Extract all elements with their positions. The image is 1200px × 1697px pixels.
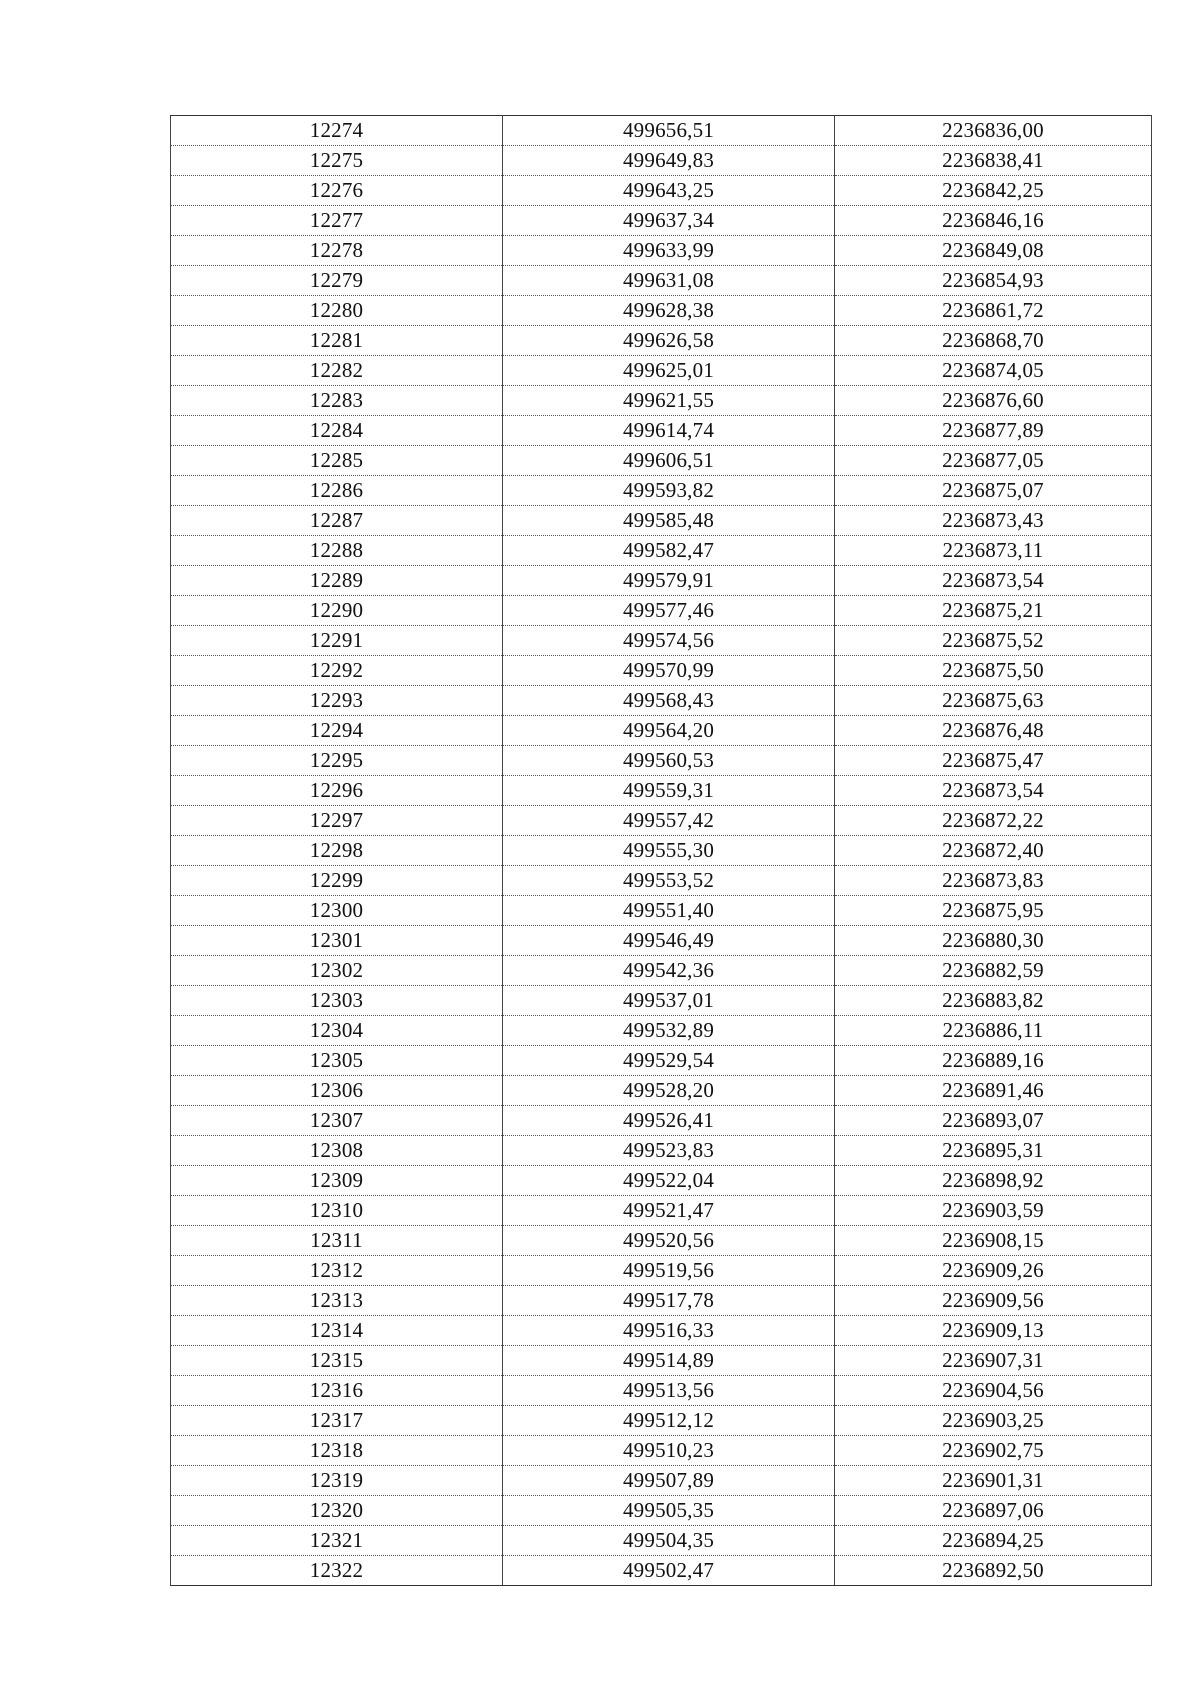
y-coordinate-cell: 2236854,93 — [835, 266, 1152, 296]
point-number-cell: 12304 — [171, 1016, 503, 1046]
table-row — [171, 1466, 1152, 1496]
x-coordinate-cell: 499631,08 — [503, 266, 835, 296]
y-coordinate-cell: 2236876,60 — [835, 386, 1152, 416]
point-number-cell: 12283 — [171, 386, 503, 416]
point-number-cell: 12302 — [171, 956, 503, 986]
point-number-cell: 12290 — [171, 596, 503, 626]
y-coordinate-cell: 2236883,82 — [835, 986, 1152, 1016]
point-number-cell: 12320 — [171, 1496, 503, 1526]
x-coordinate-cell: 499517,78 — [503, 1286, 835, 1316]
y-coordinate-cell: 2236873,83 — [835, 866, 1152, 896]
point-number-cell: 12279 — [171, 266, 503, 296]
table-row — [171, 1196, 1152, 1226]
y-coordinate-cell: 2236875,95 — [835, 896, 1152, 926]
table-row — [171, 1496, 1152, 1526]
x-coordinate-cell: 499522,04 — [503, 1166, 835, 1196]
y-coordinate-cell: 2236877,05 — [835, 446, 1152, 476]
table-row — [171, 1316, 1152, 1346]
y-coordinate-cell: 2236894,25 — [835, 1526, 1152, 1556]
x-coordinate-cell: 499582,47 — [503, 536, 835, 566]
table-row — [171, 1046, 1152, 1076]
y-coordinate-cell: 2236876,48 — [835, 716, 1152, 746]
table-row — [171, 146, 1152, 176]
y-coordinate-cell: 2236849,08 — [835, 236, 1152, 266]
y-coordinate-cell: 2236872,40 — [835, 836, 1152, 866]
x-coordinate-cell: 499514,89 — [503, 1346, 835, 1376]
table-row — [171, 986, 1152, 1016]
table-row — [171, 1076, 1152, 1106]
y-coordinate-cell: 2236873,54 — [835, 776, 1152, 806]
point-number-cell: 12298 — [171, 836, 503, 866]
x-coordinate-cell: 499546,49 — [503, 926, 835, 956]
table-row — [171, 356, 1152, 386]
y-coordinate-cell: 2236873,11 — [835, 536, 1152, 566]
x-coordinate-cell: 499626,58 — [503, 326, 835, 356]
x-coordinate-cell: 499553,52 — [503, 866, 835, 896]
x-coordinate-cell: 499564,20 — [503, 716, 835, 746]
table-row — [171, 806, 1152, 836]
x-coordinate-cell: 499585,48 — [503, 506, 835, 536]
table-row — [171, 236, 1152, 266]
point-number-cell: 12288 — [171, 536, 503, 566]
table-row — [171, 1016, 1152, 1046]
x-coordinate-cell: 499551,40 — [503, 896, 835, 926]
table-row — [171, 1256, 1152, 1286]
table-row — [171, 1376, 1152, 1406]
table-row — [171, 596, 1152, 626]
table-row — [171, 1346, 1152, 1376]
x-coordinate-cell: 499502,47 — [503, 1556, 835, 1586]
y-coordinate-cell: 2236907,31 — [835, 1346, 1152, 1376]
point-number-cell: 12286 — [171, 476, 503, 506]
y-coordinate-cell: 2236875,21 — [835, 596, 1152, 626]
table-row — [171, 1136, 1152, 1166]
point-number-cell: 12305 — [171, 1046, 503, 1076]
point-number-cell: 12281 — [171, 326, 503, 356]
y-coordinate-cell: 2236895,31 — [835, 1136, 1152, 1166]
point-number-cell: 12308 — [171, 1136, 503, 1166]
y-coordinate-cell: 2236875,50 — [835, 656, 1152, 686]
y-coordinate-cell: 2236875,52 — [835, 626, 1152, 656]
y-coordinate-cell: 2236880,30 — [835, 926, 1152, 956]
x-coordinate-cell: 499656,51 — [503, 116, 835, 146]
table-row — [171, 1526, 1152, 1556]
x-coordinate-cell: 499526,41 — [503, 1106, 835, 1136]
x-coordinate-cell: 499504,35 — [503, 1526, 835, 1556]
y-coordinate-cell: 2236886,11 — [835, 1016, 1152, 1046]
y-coordinate-cell: 2236891,46 — [835, 1076, 1152, 1106]
x-coordinate-cell: 499529,54 — [503, 1046, 835, 1076]
x-coordinate-cell: 499510,23 — [503, 1436, 835, 1466]
x-coordinate-cell: 499606,51 — [503, 446, 835, 476]
x-coordinate-cell: 499614,74 — [503, 416, 835, 446]
point-number-cell: 12293 — [171, 686, 503, 716]
point-number-cell: 12276 — [171, 176, 503, 206]
y-coordinate-cell: 2236893,07 — [835, 1106, 1152, 1136]
table-row — [171, 296, 1152, 326]
point-number-cell: 12294 — [171, 716, 503, 746]
point-number-cell: 12295 — [171, 746, 503, 776]
table-row — [171, 1556, 1152, 1586]
y-coordinate-cell: 2236903,25 — [835, 1406, 1152, 1436]
point-number-cell: 12300 — [171, 896, 503, 926]
point-number-cell: 12287 — [171, 506, 503, 536]
x-coordinate-cell: 499577,46 — [503, 596, 835, 626]
y-coordinate-cell: 2236909,13 — [835, 1316, 1152, 1346]
point-number-cell: 12301 — [171, 926, 503, 956]
table-row — [171, 656, 1152, 686]
table-row — [171, 206, 1152, 236]
table-row — [171, 1436, 1152, 1466]
y-coordinate-cell: 2236875,07 — [835, 476, 1152, 506]
table-row — [171, 1406, 1152, 1436]
x-coordinate-cell: 499621,55 — [503, 386, 835, 416]
table-row — [171, 716, 1152, 746]
x-coordinate-cell: 499537,01 — [503, 986, 835, 1016]
table-row — [171, 506, 1152, 536]
table-row — [171, 536, 1152, 566]
x-coordinate-cell: 499593,82 — [503, 476, 835, 506]
y-coordinate-cell: 2236875,63 — [835, 686, 1152, 716]
x-coordinate-cell: 499505,35 — [503, 1496, 835, 1526]
x-coordinate-cell: 499570,99 — [503, 656, 835, 686]
y-coordinate-cell: 2236836,00 — [835, 116, 1152, 146]
point-number-cell: 12289 — [171, 566, 503, 596]
point-number-cell: 12299 — [171, 866, 503, 896]
table-row — [171, 116, 1152, 146]
x-coordinate-cell: 499528,20 — [503, 1076, 835, 1106]
y-coordinate-cell: 2236838,41 — [835, 146, 1152, 176]
point-number-cell: 12315 — [171, 1346, 503, 1376]
point-number-cell: 12292 — [171, 656, 503, 686]
y-coordinate-cell: 2236892,50 — [835, 1556, 1152, 1586]
x-coordinate-cell: 499649,83 — [503, 146, 835, 176]
coordinates-table — [170, 115, 1152, 1586]
y-coordinate-cell: 2236842,25 — [835, 176, 1152, 206]
point-number-cell: 12317 — [171, 1406, 503, 1436]
y-coordinate-cell: 2236904,56 — [835, 1376, 1152, 1406]
table-row — [171, 776, 1152, 806]
point-number-cell: 12285 — [171, 446, 503, 476]
y-coordinate-cell: 2236901,31 — [835, 1466, 1152, 1496]
table-row — [171, 926, 1152, 956]
table-row — [171, 626, 1152, 656]
table-row — [171, 896, 1152, 926]
table-row — [171, 386, 1152, 416]
table-row — [171, 956, 1152, 986]
point-number-cell: 12274 — [171, 116, 503, 146]
x-coordinate-cell: 499513,56 — [503, 1376, 835, 1406]
table-row — [171, 1166, 1152, 1196]
point-number-cell: 12303 — [171, 986, 503, 1016]
y-coordinate-cell: 2236902,75 — [835, 1436, 1152, 1466]
point-number-cell: 12284 — [171, 416, 503, 446]
table-row — [171, 836, 1152, 866]
table-row — [171, 326, 1152, 356]
x-coordinate-cell: 499579,91 — [503, 566, 835, 596]
point-number-cell: 12313 — [171, 1286, 503, 1316]
x-coordinate-cell: 499560,53 — [503, 746, 835, 776]
point-number-cell: 12312 — [171, 1256, 503, 1286]
x-coordinate-cell: 499519,56 — [503, 1256, 835, 1286]
table-row — [171, 476, 1152, 506]
x-coordinate-cell: 499628,38 — [503, 296, 835, 326]
x-coordinate-cell: 499555,30 — [503, 836, 835, 866]
table-row — [171, 566, 1152, 596]
x-coordinate-cell: 499542,36 — [503, 956, 835, 986]
point-number-cell: 12318 — [171, 1436, 503, 1466]
point-number-cell: 12309 — [171, 1166, 503, 1196]
x-coordinate-cell: 499559,31 — [503, 776, 835, 806]
table-row — [171, 176, 1152, 206]
x-coordinate-cell: 499516,33 — [503, 1316, 835, 1346]
y-coordinate-cell: 2236908,15 — [835, 1226, 1152, 1256]
table-row — [171, 266, 1152, 296]
x-coordinate-cell: 499568,43 — [503, 686, 835, 716]
table-row — [171, 416, 1152, 446]
coordinates-table-body — [171, 116, 1152, 1586]
y-coordinate-cell: 2236875,47 — [835, 746, 1152, 776]
y-coordinate-cell: 2236872,22 — [835, 806, 1152, 836]
point-number-cell: 12280 — [171, 296, 503, 326]
y-coordinate-cell: 2236898,92 — [835, 1166, 1152, 1196]
table-row — [171, 866, 1152, 896]
y-coordinate-cell: 2236868,70 — [835, 326, 1152, 356]
point-number-cell: 12307 — [171, 1106, 503, 1136]
x-coordinate-cell: 499574,56 — [503, 626, 835, 656]
point-number-cell: 12319 — [171, 1466, 503, 1496]
x-coordinate-cell: 499512,12 — [503, 1406, 835, 1436]
table-row — [171, 686, 1152, 716]
x-coordinate-cell: 499507,89 — [503, 1466, 835, 1496]
x-coordinate-cell: 499557,42 — [503, 806, 835, 836]
x-coordinate-cell: 499520,56 — [503, 1226, 835, 1256]
table-row — [171, 1226, 1152, 1256]
x-coordinate-cell: 499637,34 — [503, 206, 835, 236]
table-row — [171, 446, 1152, 476]
y-coordinate-cell: 2236874,05 — [835, 356, 1152, 386]
y-coordinate-cell: 2236873,54 — [835, 566, 1152, 596]
point-number-cell: 12278 — [171, 236, 503, 266]
point-number-cell: 12275 — [171, 146, 503, 176]
point-number-cell: 12297 — [171, 806, 503, 836]
x-coordinate-cell: 499532,89 — [503, 1016, 835, 1046]
y-coordinate-cell: 2236877,89 — [835, 416, 1152, 446]
y-coordinate-cell: 2236889,16 — [835, 1046, 1152, 1076]
point-number-cell: 12296 — [171, 776, 503, 806]
x-coordinate-cell: 499625,01 — [503, 356, 835, 386]
point-number-cell: 12314 — [171, 1316, 503, 1346]
x-coordinate-cell: 499523,83 — [503, 1136, 835, 1166]
y-coordinate-cell: 2236873,43 — [835, 506, 1152, 536]
y-coordinate-cell: 2236909,26 — [835, 1256, 1152, 1286]
y-coordinate-cell: 2236861,72 — [835, 296, 1152, 326]
table-row — [171, 746, 1152, 776]
y-coordinate-cell: 2236903,59 — [835, 1196, 1152, 1226]
point-number-cell: 12306 — [171, 1076, 503, 1106]
table-row — [171, 1106, 1152, 1136]
point-number-cell: 12291 — [171, 626, 503, 656]
y-coordinate-cell: 2236897,06 — [835, 1496, 1152, 1526]
point-number-cell: 12321 — [171, 1526, 503, 1556]
point-number-cell: 12310 — [171, 1196, 503, 1226]
y-coordinate-cell: 2236882,59 — [835, 956, 1152, 986]
point-number-cell: 12282 — [171, 356, 503, 386]
x-coordinate-cell: 499643,25 — [503, 176, 835, 206]
y-coordinate-cell: 2236909,56 — [835, 1286, 1152, 1316]
table-row — [171, 1286, 1152, 1316]
point-number-cell: 12316 — [171, 1376, 503, 1406]
x-coordinate-cell: 499521,47 — [503, 1196, 835, 1226]
point-number-cell: 12277 — [171, 206, 503, 236]
y-coordinate-cell: 2236846,16 — [835, 206, 1152, 236]
x-coordinate-cell: 499633,99 — [503, 236, 835, 266]
point-number-cell: 12311 — [171, 1226, 503, 1256]
point-number-cell: 12322 — [171, 1556, 503, 1586]
